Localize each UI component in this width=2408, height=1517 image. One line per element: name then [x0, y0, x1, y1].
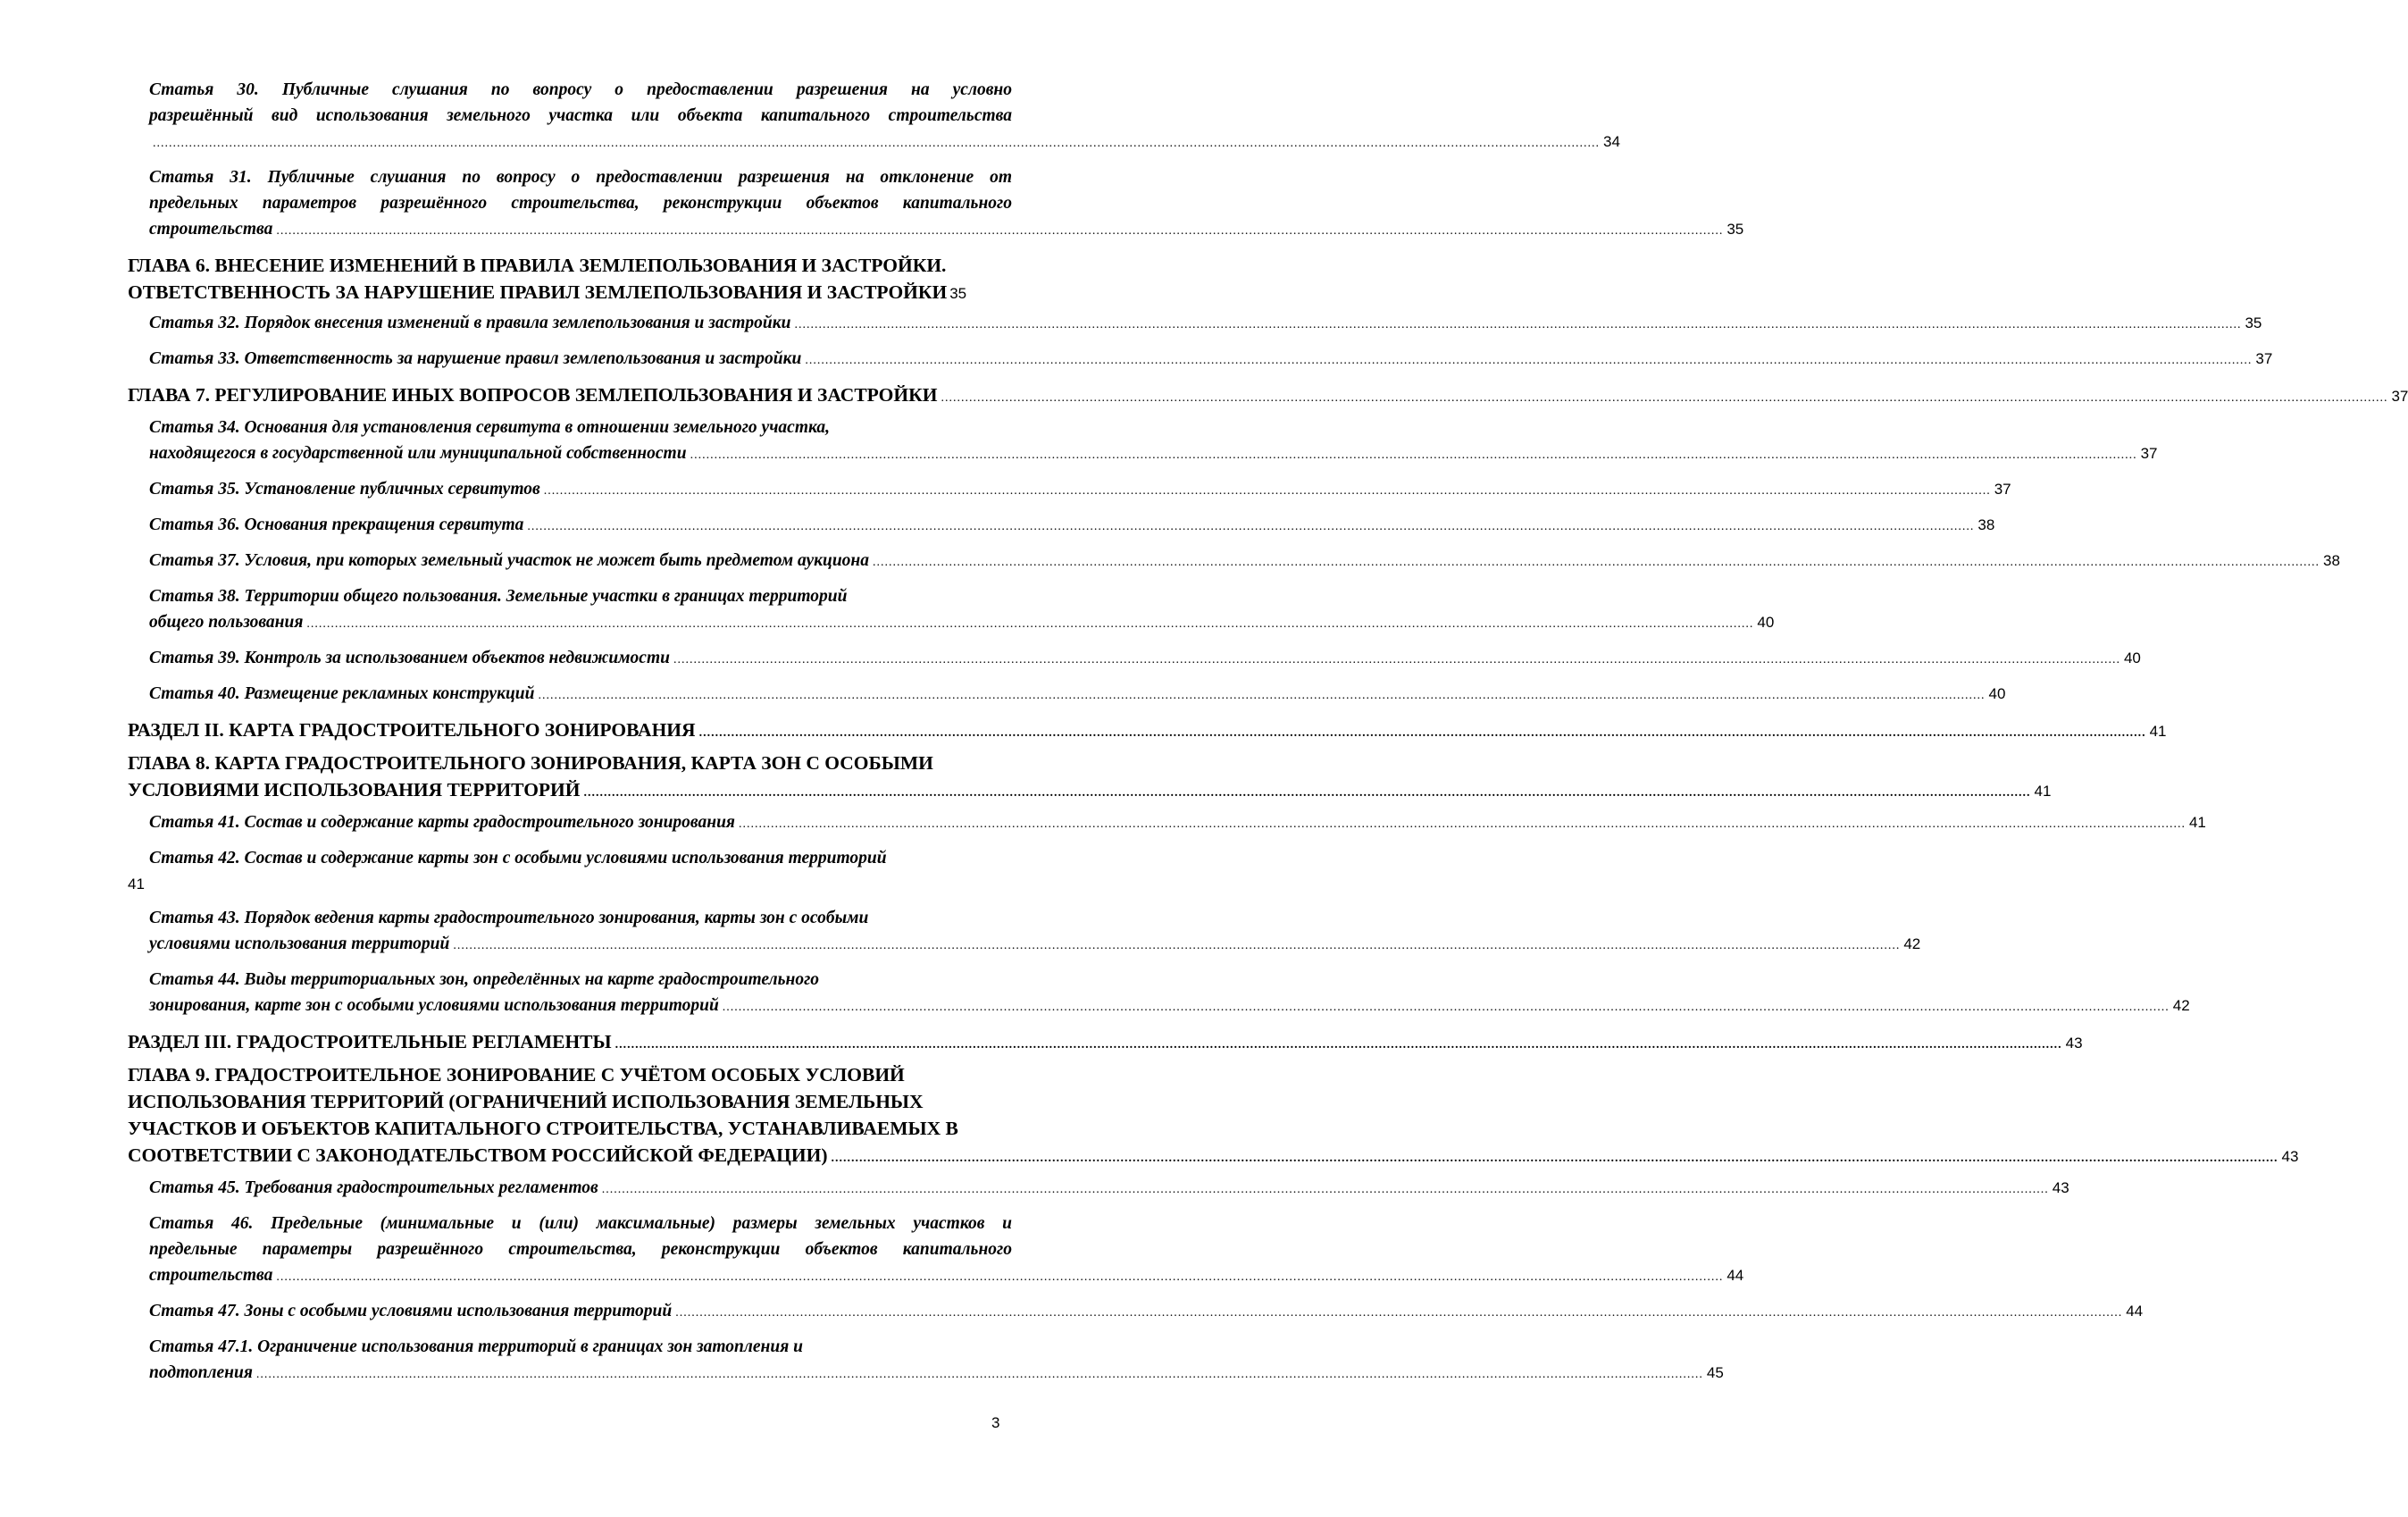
toc-entry-title: ГЛАВА 6. ВНЕСЕНИЕ ИЗМЕНЕНИЙ В ПРАВИЛА ЗЕМЛЕПОЛЬЗОВАНИЯ И ЗАСТРОЙКИ. — [128, 255, 947, 276]
toc-entry-title: РАЗДЕЛ II. КАРТА ГРАДОСТРОИТЕЛЬНОГО ЗОНИРОВАНИЯ — [128, 719, 696, 741]
dot-leader — [615, 1032, 2062, 1059]
toc-entry-article-30[interactable] — [128, 77, 1620, 156]
dot-leader — [602, 1177, 2049, 1203]
dot-leader — [723, 994, 2170, 1020]
page-number: 3 — [991, 1414, 1000, 1431]
toc-page-number: 35 — [2245, 314, 2262, 331]
dot-leader — [673, 647, 2120, 673]
toc-entry-title: Статья 41. Состав и содержание карты градостроительного зонирования — [149, 813, 735, 832]
toc-entry-article-43[interactable] — [128, 905, 1921, 959]
toc-entry-article-41[interactable] — [128, 809, 2206, 837]
toc-entry-chapter-8[interactable] — [128, 750, 2052, 807]
toc-entry-title: ГЛАВА 8. КАРТА ГРАДОСТРОИТЕЛЬНОГО ЗОНИРОВАНИЯ, КАРТА ЗОН С ОСОБЫМИ — [128, 752, 933, 774]
toc-entry-title: Статья 37. Условия, при которых земельный участок не может быть предметом аукциона — [149, 551, 869, 570]
dot-leader — [256, 1362, 1703, 1387]
toc-entry-article-33[interactable] — [128, 346, 2273, 373]
dot-leader — [690, 442, 2137, 468]
toc-page-number: 40 — [2123, 650, 2141, 666]
toc-entry-title: Статья 42. Состав и содержание карты зон с особыми условиями использования территорий — [149, 849, 887, 867]
toc-entry-title: находящегося в государственной или муниципальной собственности — [149, 444, 687, 463]
toc-entry-title: Статья 34. Основания для установления сервитута в отношении земельного участка, — [149, 418, 831, 437]
toc-entry-title: УЧАСТКОВ И ОБЪЕКТОВ КАПИТАЛЬНОГО СТРОИТЕЛЬСТВА, УСТАНАВЛИВАЕМЫХ В — [128, 1118, 958, 1139]
toc-page-number: 40 — [1757, 614, 1775, 631]
toc-entry-title: ИСПОЛЬЗОВАНИЯ ТЕРРИТОРИЙ (ОГРАНИЧЕНИЙ ИСПОЛЬЗОВАНИЯ ЗЕМЕЛЬНЫХ — [128, 1091, 924, 1112]
dot-leader — [739, 811, 2186, 837]
dot-leader — [527, 514, 1974, 540]
toc-entry-article-42[interactable] — [128, 845, 1012, 897]
toc-entry-article-45[interactable] — [128, 1175, 2069, 1203]
dot-leader — [832, 1145, 2278, 1172]
toc-entry-title: Статья 43. Порядок ведения карты градостроительного зонирования, карты зон с особыми — [149, 909, 869, 927]
toc-page-number: 37 — [2140, 445, 2158, 462]
toc-entry-title: Статья 39. Контроль за использованием объектов недвижимости — [149, 649, 670, 667]
toc-entry-title: подтопления — [149, 1363, 253, 1382]
toc-page-number: 43 — [2052, 1179, 2069, 1196]
toc-entry-article-35[interactable] — [128, 476, 2011, 504]
toc-entry-article-32[interactable] — [128, 310, 2262, 338]
toc-page-number: 38 — [2323, 552, 2340, 569]
toc-entry-title: ГЛАВА 7. РЕГУЛИРОВАНИЕ ИНЫХ ВОПРОСОВ ЗЕМЛЕПОЛЬЗОВАНИЯ И ЗАСТРОЙКИ — [128, 384, 938, 406]
toc-entry-article-31[interactable] — [128, 164, 1744, 244]
toc-page-number: 41 — [2034, 783, 2052, 800]
toc-entry-section-2[interactable] — [128, 717, 2167, 747]
toc-entry-title: ОТВЕТСТВЕННОСТЬ ЗА НАРУШЕНИЕ ПРАВИЛ ЗЕМЛЕПОЛЬЗОВАНИЯ И ЗАСТРОЙКИ — [128, 281, 948, 303]
toc-entry-chapter-9[interactable] — [128, 1061, 2299, 1172]
toc-entry-article-40[interactable] — [128, 681, 2006, 708]
toc-entry-article-46[interactable] — [128, 1211, 1744, 1290]
dot-leader — [873, 549, 2320, 575]
dot-leader — [794, 312, 2241, 338]
dot-leader — [306, 611, 1753, 637]
toc-entry-article-47[interactable] — [128, 1298, 2144, 1326]
toc-page-number: 35 — [949, 285, 967, 302]
toc-entry-title: ГЛАВА 9. ГРАДОСТРОИТЕЛЬНОЕ ЗОНИРОВАНИЕ С УЧЁТОМ ОСОБЫХ УСЛОВИЙ — [128, 1064, 905, 1085]
toc-entry-title: строительства — [149, 220, 273, 239]
dot-leader — [276, 1264, 1723, 1290]
toc-entry-title: Статья 44. Виды территориальных зон, определённых на карте градостроительного — [149, 970, 820, 989]
dot-leader — [539, 683, 1986, 708]
dot-leader — [544, 478, 1991, 504]
toc-entry-title: разрешённый вид использования земельного участка или объекта капитального строительства — [149, 106, 1012, 125]
toc-entry-title: Статья 38. Территории общего пользования. Земельные участки в границах территорий — [149, 587, 848, 606]
dot-leader — [805, 348, 2252, 373]
toc-entry-title: Статья 47. Зоны с особыми условиями использования территорий — [149, 1302, 673, 1320]
dot-leader — [453, 933, 1900, 959]
toc-page-number: 45 — [1706, 1364, 1724, 1381]
dot-leader — [675, 1300, 2122, 1326]
toc-entry-article-39[interactable] — [128, 645, 2141, 673]
toc-page-number: 43 — [2065, 1035, 2083, 1052]
toc-entry-article-38[interactable] — [128, 583, 1775, 637]
dot-leader — [699, 720, 2146, 747]
toc-entry-title: Статья 32. Порядок внесения изменений в правила землепользования и застройки — [149, 314, 791, 332]
toc-entry-chapter-7[interactable] — [128, 381, 2408, 412]
toc-page-number: 37 — [1994, 481, 2011, 498]
toc-entry-title: Статья 40. Размещение рекламных конструкций — [149, 684, 535, 703]
toc-page-number: 42 — [1903, 935, 1921, 952]
toc-entry-title: Статья 36. Основания прекращения сервитута — [149, 515, 524, 534]
toc-entry-title: СООТВЕТСТВИИ С ЗАКОНОДАТЕЛЬСТВОМ РОССИЙСКОЙ ФЕДЕРАЦИИ) — [128, 1144, 828, 1166]
toc-page-number: 42 — [2172, 997, 2190, 1014]
toc-entry-article-47-1[interactable] — [128, 1334, 1724, 1387]
dot-leader — [941, 385, 2387, 412]
toc-entry-title: Статья 35. Установление публичных сервитутов — [149, 480, 540, 499]
toc-entry-title: строительства — [149, 1266, 273, 1285]
toc-page-number: 38 — [1977, 516, 1995, 533]
toc-page-number: 40 — [1988, 685, 2006, 702]
toc-entry-title: Статья 30. Публичные слушания по вопросу о предоставлении разрешения на условно — [149, 80, 1012, 99]
toc-entry-title: предельных параметров разрешённого строительства, реконструкции объектов капитального — [149, 194, 1012, 213]
toc-entry-article-44[interactable] — [128, 967, 2190, 1020]
toc-entry-title: зонирования, карте зон с особыми условиями использования территорий — [149, 996, 719, 1015]
toc-entry-section-3[interactable] — [128, 1028, 2083, 1059]
toc-entry-title: Статья 33. Ответственность за нарушение правил землепользования и застройки — [149, 349, 802, 368]
toc-page-number: 44 — [1727, 1267, 1744, 1284]
toc-page-number: 44 — [2126, 1303, 2144, 1320]
toc-page-number: 35 — [1727, 221, 1744, 238]
toc-entry-title: УСЛОВИЯМИ ИСПОЛЬЗОВАНИЯ ТЕРРИТОРИЙ — [128, 779, 581, 800]
toc-entry-title: условиями использования территорий — [149, 935, 450, 953]
toc-page-number: 41 — [128, 876, 145, 893]
toc-page-number: 37 — [2255, 350, 2273, 367]
dot-leader — [276, 218, 1723, 244]
toc-entry-article-37[interactable] — [128, 548, 2340, 575]
toc-page-number: 34 — [1603, 133, 1620, 150]
dot-leader — [584, 780, 2031, 807]
toc-page-number: 43 — [2281, 1148, 2299, 1165]
toc-entry-title: Статья 46. Предельные (минимальные и (или) максимальные) размеры земельных участков и — [149, 1214, 1012, 1233]
toc-entry-title: Статья 45. Требования градостроительных регламентов — [149, 1178, 598, 1197]
toc-page-number: 37 — [2391, 388, 2408, 405]
toc-entry-article-34[interactable] — [128, 415, 2158, 468]
toc-page-number: 41 — [2188, 814, 2206, 831]
toc-entry-title: общего пользования — [149, 613, 304, 632]
dot-leader — [153, 130, 1600, 156]
toc-entry-chapter-6[interactable] — [128, 252, 1012, 307]
toc-entry-title: Статья 31. Публичные слушания по вопросу о предоставлении разрешения на отклонение от — [149, 168, 1012, 187]
toc-entry-article-36[interactable] — [128, 512, 1995, 540]
toc-entry-title: РАЗДЕЛ III. ГРАДОСТРОИТЕЛЬНЫЕ РЕГЛАМЕНТЫ — [128, 1031, 612, 1052]
toc-entry-title: Статья 47.1. Ограничение использования территорий в границах зон затопления и — [149, 1337, 803, 1356]
toc-entry-title: предельные параметры разрешённого строительства, реконструкции объектов капитального — [149, 1240, 1012, 1259]
toc-page-number: 41 — [2149, 723, 2167, 740]
table-of-contents — [128, 77, 2408, 1395]
